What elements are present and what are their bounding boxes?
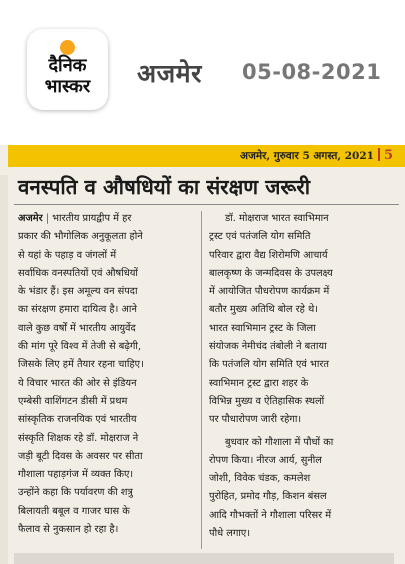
app-header [0, 0, 405, 145]
article-line [18, 210, 197, 228]
article-line: डॉ. मोक्षराज भारत स्वाभिमान [225, 213, 329, 224]
article-line: पुरोहित, प्रमोद गौड़, किशन बंसल [209, 491, 327, 503]
folio-text: अजमेर, गुरुवार 5 अगस्त, 2021 [240, 150, 374, 162]
article-line: प्रकार की भौगोलिक अनुकूलता होने [18, 231, 143, 243]
article-line: से यहां के पहाड़ व जंगलों में [18, 249, 117, 261]
article-line: के भंडार हैं। इस अमूल्य वन संपदा [18, 286, 138, 298]
adjacent-column-sliver [0, 175, 8, 564]
article-line: बालकृष्ण के जन्मदिवस के उपलक्ष्य [209, 267, 333, 279]
article-line: पर पौधारोपण जारी रहेगा। [209, 414, 302, 426]
article-headline: वनस्पति व औषधियों का संरक्षण जरूरी [18, 175, 311, 199]
article-line: बिलायती बबूल व गाजर घास के [18, 505, 130, 517]
article-line: ट्रस्ट एवं पतंजलि योग समिति [209, 231, 311, 243]
article-line: की मांग पूरे विश्व में तेजी से बढ़ेगी, [18, 341, 142, 353]
article-line: बतौर मुख्य अतिथि बोल रहे थे। [209, 304, 318, 316]
article-line: एम्बेसी वाशिंगटन डीसी में प्रथम [18, 395, 128, 407]
article-line: में आयोजित पौधरोपण कार्यक्रम में [209, 286, 330, 298]
dateline: अजमेर [18, 213, 43, 224]
dateline-separator: | [42, 213, 53, 224]
sun-icon [60, 40, 75, 55]
article-line-text: भारतीय प्रायद्वीप में हर [52, 213, 132, 224]
folio [240, 146, 393, 166]
logo-line-1: दैनिक [48, 55, 87, 76]
article-line: कि पतंजलि योग समिति एवं भारत [209, 359, 329, 371]
dainik-bhaskar-logo[interactable] [27, 29, 108, 110]
article-line: विभिन्न मुख्य व ऐतिहासिक स्थलों [209, 395, 325, 407]
article-line: संयोजक नेमीचंद तंबोली ने बताया [209, 341, 327, 353]
article-line: रोपण किया। नीरज आर्य, सुनील [209, 454, 322, 466]
article-line: आदि गौभक्तों ने गौशाला परिसर में [209, 509, 332, 521]
article-line: उन्होंने कहा कि पर्यावरण की शत्रु [18, 487, 133, 499]
article-line: स्वाभिमान ट्रस्ट द्वारा शहर के [209, 377, 309, 389]
article-line: जड़ी बूटी दिवस के अवसर पर सीता [18, 450, 143, 462]
article-line: पौधे लगाए। [209, 528, 251, 540]
edition-date: 05-08-2021 [242, 60, 382, 84]
edition-name: अजमेर [137, 59, 202, 88]
article-line: परिवार द्वारा वैद्य शिरोमणि आचार्य [209, 249, 328, 261]
headline-rule [14, 204, 399, 205]
article-line: संस्कृति शिक्षक रहे डॉ. मोक्षराज ने [18, 432, 139, 444]
page-number: 5 [383, 148, 393, 163]
column-divider [201, 211, 202, 549]
article-line: ये विचार भारत की ओर से इंडियन [18, 377, 137, 389]
article-column-2 [209, 210, 389, 543]
article-line: का संरक्षण हमारा दायित्व है। आने [18, 304, 137, 316]
article-line: भारत स्वाभिमान ट्रस्ट के जिला [209, 322, 316, 334]
article-column-1 [18, 210, 197, 539]
article-line: सर्वाधिक वनस्पतियों एवं औषधियों [18, 267, 138, 279]
folio-bar [8, 145, 405, 167]
article-line: सांस्कृतिक राजनयिक एवं भारतीय [18, 414, 137, 426]
article-line: जिसके लिए हमें तैयार रहना चाहिए। [18, 359, 144, 371]
article-line: जोशी, विवेक चंडक, कमलेश [209, 473, 311, 485]
article-line: फैलाव से नुकसान हो रहा है। [18, 524, 119, 536]
folio-separator [378, 148, 380, 161]
article-line: गौशाला पहाड़गंज में व्यक्त किए। [18, 469, 134, 481]
article-line: वाले कुछ वर्षों में भारतीय आयुर्वेद [18, 322, 136, 334]
logo-line-2: भास्कर [44, 76, 91, 97]
article-line: बुधवार को गौशाला में पौधों का [225, 436, 334, 448]
news-clipping[interactable] [0, 145, 405, 564]
next-article-strip [14, 553, 394, 564]
